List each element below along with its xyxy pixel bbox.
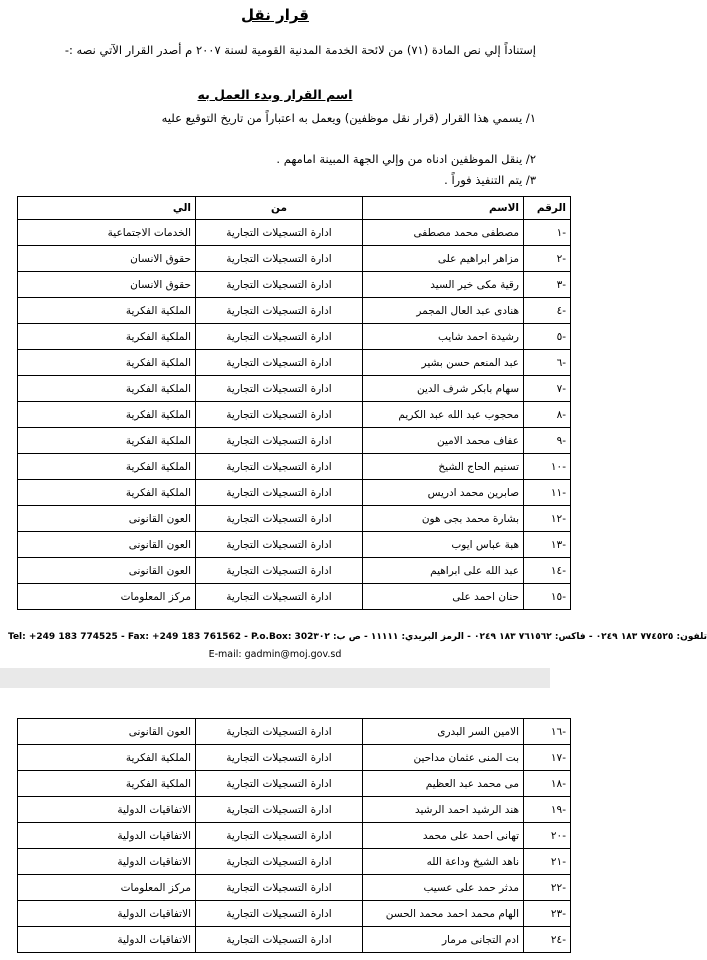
row-number: -٢٠ <box>524 823 571 849</box>
row-to: الملكية الفكرية <box>18 454 196 480</box>
row-name: رقية مكى خير السيد <box>363 272 524 298</box>
row-to: الملكية الفكرية <box>18 771 196 797</box>
row-to: الاتفاقيات الدولية <box>18 823 196 849</box>
row-number: -١١ <box>524 480 571 506</box>
row-name: مزاهر ابراهيم على <box>363 246 524 272</box>
table-row <box>18 246 571 272</box>
table-row <box>18 402 571 428</box>
row-name: عبد الله على ابراهيم <box>363 558 524 584</box>
row-number: -٦ <box>524 350 571 376</box>
row-name: الهام محمد احمد محمد الحسن <box>363 901 524 927</box>
row-number: -٥ <box>524 324 571 350</box>
table-row <box>18 532 571 558</box>
row-number: -١٥ <box>524 584 571 610</box>
row-from: ادارة التسجيلات التجارية <box>196 506 363 532</box>
row-from: ادارة التسجيلات التجارية <box>196 454 363 480</box>
row-number: -٤ <box>524 298 571 324</box>
row-name: مصطفى محمد مصطفى <box>363 220 524 246</box>
row-name: عفاف محمد الامين <box>363 428 524 454</box>
row-to: الملكية الفكرية <box>18 324 196 350</box>
row-from: ادارة التسجيلات التجارية <box>196 927 363 953</box>
table-row <box>18 428 571 454</box>
row-to: العون القانونى <box>18 558 196 584</box>
table-row <box>18 480 571 506</box>
table-row <box>18 220 571 246</box>
row-name: الامين السر البدرى <box>363 719 524 745</box>
row-from: ادارة التسجيلات التجارية <box>196 849 363 875</box>
row-name: ناهد الشيخ وداعة الله <box>363 849 524 875</box>
row-from: ادارة التسجيلات التجارية <box>196 532 363 558</box>
row-number: -١٤ <box>524 558 571 584</box>
row-number: -٧ <box>524 376 571 402</box>
row-to: الملكية الفكرية <box>18 298 196 324</box>
row-name: عبد المنعم حسن بشير <box>363 350 524 376</box>
footer-contact-ar: تلفون: ٧٧٤٥٢٥ ١٨٣ ٠٢٤٩ - فاكس: ٧٦١٥٦٢ ١٨٣ ٠٢٤٩ - الرمز البريدي: ١١١١١ - ص ب: ٣٠٢ <box>313 632 707 642</box>
row-to: الملكية الفكرية <box>18 745 196 771</box>
table-row <box>18 745 571 771</box>
header-to: الي <box>18 197 196 220</box>
row-number: -١٢ <box>524 506 571 532</box>
row-to: الاتفاقيات الدولية <box>18 849 196 875</box>
table-row <box>18 454 571 480</box>
row-from: ادارة التسجيلات التجارية <box>196 823 363 849</box>
row-name: تهانى احمد على محمد <box>363 823 524 849</box>
row-number: -٢٢ <box>524 875 571 901</box>
row-from: ادارة التسجيلات التجارية <box>196 901 363 927</box>
row-from: ادارة التسجيلات التجارية <box>196 402 363 428</box>
row-name: سهام بابكر شرف الدين <box>363 376 524 402</box>
row-name: تسنيم الحاج الشيخ <box>363 454 524 480</box>
table-row <box>18 272 571 298</box>
row-number: -١ <box>524 220 571 246</box>
row-number: -١٧ <box>524 745 571 771</box>
transfer-table-2 <box>17 718 571 953</box>
row-from: ادارة التسجيلات التجارية <box>196 875 363 901</box>
row-from: ادارة التسجيلات التجارية <box>196 350 363 376</box>
row-to: العون القانونى <box>18 719 196 745</box>
row-from: ادارة التسجيلات التجارية <box>196 480 363 506</box>
article-2: ٢/ ينقل الموظفين ادناه من وإلي الجهة المبينة امامهم . <box>276 152 536 166</box>
article-3: ٣/ يتم التنفيذ فوراً . <box>444 173 536 187</box>
footer-email: E-mail: gadmin@moj.gov.sd <box>208 649 342 660</box>
row-to: الملكية الفكرية <box>18 480 196 506</box>
row-name: هند الرشيد احمد الرشيد <box>363 797 524 823</box>
row-to: العون القانونى <box>18 506 196 532</box>
row-from: ادارة التسجيلات التجارية <box>196 797 363 823</box>
row-to: حقوق الانسان <box>18 272 196 298</box>
row-from: ادارة التسجيلات التجارية <box>196 298 363 324</box>
row-from: ادارة التسجيلات التجارية <box>196 272 363 298</box>
row-to: الملكية الفكرية <box>18 402 196 428</box>
transfer-table-1 <box>17 196 571 610</box>
table-row <box>18 298 571 324</box>
row-name: بت المنى عثمان مداحين <box>363 745 524 771</box>
table-row <box>18 584 571 610</box>
table-header-row <box>18 197 571 220</box>
page-separator <box>0 668 550 688</box>
row-name: حنان احمد على <box>363 584 524 610</box>
row-name: بشارة محمد بجى هون <box>363 506 524 532</box>
row-from: ادارة التسجيلات التجارية <box>196 246 363 272</box>
row-to: الاتفاقيات الدولية <box>18 927 196 953</box>
title-text: قرار نقل <box>241 6 309 24</box>
table-row <box>18 771 571 797</box>
row-name: صابرين محمد ادريس <box>363 480 524 506</box>
row-to: الاتفاقيات الدولية <box>18 901 196 927</box>
row-name: ادم التجانى مرمار <box>363 927 524 953</box>
header-name: الاسم <box>363 197 524 220</box>
header-num: الرقم <box>524 197 571 220</box>
row-number: -١٨ <box>524 771 571 797</box>
table-row <box>18 797 571 823</box>
table-row <box>18 506 571 532</box>
row-to: مركز المعلومات <box>18 584 196 610</box>
row-from: ادارة التسجيلات التجارية <box>196 771 363 797</box>
table-row <box>18 324 571 350</box>
document-title <box>0 6 550 24</box>
row-name: رشيدة احمد شايب <box>363 324 524 350</box>
row-number: -٢٤ <box>524 927 571 953</box>
footer-contact-en: Tel: +249 183 774525 - Fax: +249 183 761562 - P.o.Box: 302 <box>8 632 314 642</box>
row-to: حقوق الانسان <box>18 246 196 272</box>
row-number: -٣ <box>524 272 571 298</box>
row-name: مى محمد عبد العظيم <box>363 771 524 797</box>
row-number: -١٩ <box>524 797 571 823</box>
intro-paragraph: إستناداً إلي نص المادة (٧١) من لائحة الخدمة المدنية القومية لسنة ٢٠٠٧ م أصدر القرار الآتي نصه :- <box>64 43 536 57</box>
row-to: مركز المعلومات <box>18 875 196 901</box>
row-to: العون القانونى <box>18 532 196 558</box>
row-number: -٨ <box>524 402 571 428</box>
header-from: من <box>196 197 363 220</box>
row-from: ادارة التسجيلات التجارية <box>196 745 363 771</box>
table-row <box>18 558 571 584</box>
row-number: -٩ <box>524 428 571 454</box>
row-number: -١٦ <box>524 719 571 745</box>
row-to: الملكية الفكرية <box>18 350 196 376</box>
table-row <box>18 901 571 927</box>
row-from: ادارة التسجيلات التجارية <box>196 220 363 246</box>
row-from: ادارة التسجيلات التجارية <box>196 324 363 350</box>
row-number: -٢١ <box>524 849 571 875</box>
table-row <box>18 350 571 376</box>
row-name: هنادى عبد العال المجمر <box>363 298 524 324</box>
row-from: ادارة التسجيلات التجارية <box>196 376 363 402</box>
table-row <box>18 376 571 402</box>
section-subtitle: اسم القرار وبدء العمل به <box>197 87 353 102</box>
row-from: ادارة التسجيلات التجارية <box>196 558 363 584</box>
row-number: -٢٣ <box>524 901 571 927</box>
row-from: ادارة التسجيلات التجارية <box>196 584 363 610</box>
row-to: الملكية الفكرية <box>18 376 196 402</box>
article-1: ١/ يسمي هذا القرار (قرار نقل موظفين) ويعمل به اعتباراً من تاريخ التوقيع عليه <box>161 111 536 125</box>
table-row <box>18 823 571 849</box>
row-number: -١٠ <box>524 454 571 480</box>
row-number: -٢ <box>524 246 571 272</box>
row-from: ادارة التسجيلات التجارية <box>196 428 363 454</box>
row-to: الخدمات الاجتماعية <box>18 220 196 246</box>
row-name: محجوب عبد الله عبد الكريم <box>363 402 524 428</box>
document-page-2 <box>0 688 566 960</box>
table-row <box>18 875 571 901</box>
row-name: هبة عباس ايوب <box>363 532 524 558</box>
row-number: -١٣ <box>524 532 571 558</box>
row-name: مدثر حمد على عسيب <box>363 875 524 901</box>
table-row <box>18 927 571 953</box>
row-to: الاتفاقيات الدولية <box>18 797 196 823</box>
table-row <box>18 719 571 745</box>
table-row <box>18 849 571 875</box>
row-from: ادارة التسجيلات التجارية <box>196 719 363 745</box>
row-to: الملكية الفكرية <box>18 428 196 454</box>
